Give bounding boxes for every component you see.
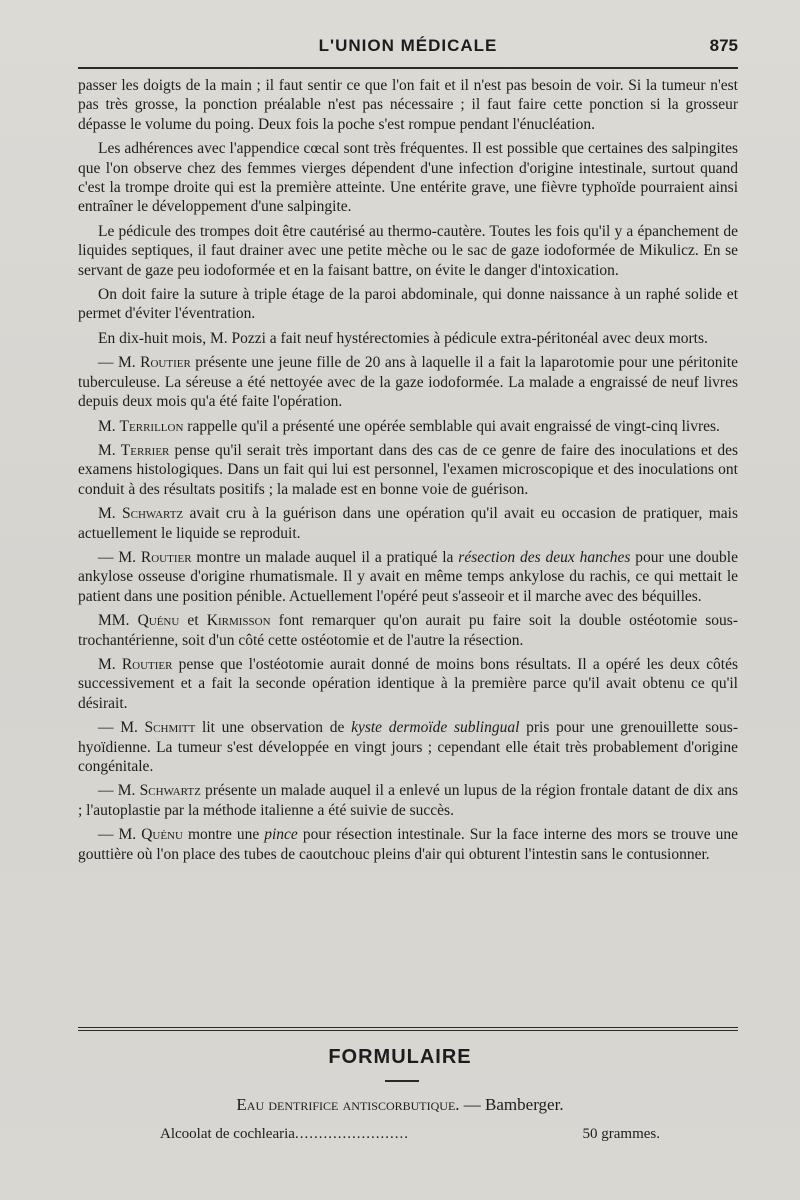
communication-paragraph: M. Schwartz avait cru à la guérison dans une opération qu'il avait eu occasion de pratiquer, mais actuellement le liquide se reproduit. (78, 505, 738, 542)
ingredient-quantity: 50 grammes. (582, 1126, 660, 1142)
communication-paragraph: M. Terrier pense qu'il serait très important dans des cas de ce genre de faire des inoculations et des examens histologiques. Dans un fait qui lui est personnel, l'examen microscopique et des inoculations ont conduit à des résultats positifs ; la malade est en bonne voie de guérison. (78, 441, 738, 498)
speaker-name: Schwartz (122, 505, 184, 523)
recipe-author: Bamberger. (485, 1095, 564, 1114)
speaker-name: Kirmisson (206, 612, 271, 630)
communication-paragraph: M. Routier pense que l'ostéotomie aurait donné de moins bons résultats. Il a opéré les deux côtés successivement et a fait la seconde opération identique à la première parce qu'il avait obtenu ce qu'il désirait. (78, 655, 738, 712)
italic-term: résection des deux hanches (458, 548, 631, 566)
speaker-name: Routier (121, 655, 173, 673)
leader-dots: ........................ (294, 1126, 409, 1142)
paragraph: On doit faire la suture à triple étage de la paroi abdominale, qui donne naissance à un raphé solide et permet d'éviter l'éventration. (78, 286, 738, 323)
paragraph: Les adhérences avec l'appendice cœcal sont très fréquentes. Il est possible que certaines des salpingites que l'on observe chez des femmes vierges dépendent d'une infection d'origine intestinale, surtout quand c'est la trompe droite qui est la première atteinte. Une entérite grave, une fièvre typhoïde pourraient ainsi entraîner le développement d'une salpingite. (78, 140, 738, 216)
speaker-name: Terrier (120, 441, 170, 459)
recipe-ingredient-line (160, 1126, 660, 1143)
communication-paragraph: M. Terrillon rappelle qu'il a présenté une opérée semblable qui avait engraissé de vingt-cinq livres. (98, 417, 720, 435)
speaker-name: Routier (140, 354, 191, 372)
paragraph: En dix-huit mois, M. Pozzi a fait neuf hystérectomies à pédicule extra-péritonéal avec deux morts. (98, 329, 708, 347)
journal-title: L'UNION MÉDICALE (318, 36, 498, 55)
italic-term: pince (264, 826, 298, 844)
heading-rule (385, 1080, 419, 1082)
running-head (78, 36, 738, 64)
communication-paragraph: — M. Schmitt lit une observation de kyste dermoïde sublingual pris pour une grenouillette sous-hyoïdienne. La tumeur s'est développée en vingt jours ; cependant elle était très probablement d'origine congénitale. (78, 719, 738, 775)
communication-paragraph: — M. Routier montre un malade auquel il a pratiqué la résection des deux hanches pour une double ankylose osseuse d'origine rhumatismale. Il y avait en même temps ankylose du rachis, ce qui mettait le patient dans une position pénible. Actuellement l'opéré peut s'asseoir et il marche avec des béquilles. (78, 548, 738, 605)
speaker-name: Terrillon (119, 417, 184, 435)
speaker-name: Quénu (141, 826, 183, 844)
speaker-name: Quénu (137, 612, 180, 630)
italic-term: kyste dermoïde sublingual (351, 719, 520, 737)
communication-paragraph: MM. Quénu et Kirmisson font remarquer qu'on aurait pu faire soit la double ostéotomie sous-trochantérienne, soit d'un côté cette ostéotomie et de l'autre la résection. (78, 612, 738, 649)
speaker-name: Routier (140, 548, 192, 566)
ingredient-name: Alcoolat de cochlearia (160, 1126, 295, 1142)
section-divider (78, 1027, 738, 1031)
paragraph: passer les doigts de la main ; il faut sentir ce que l'on fait et il n'est pas besoin de voir. Si la tumeur n'est pas très grosse, la ponction préalable n'est pas nécessaire ; il faut faire cette ponction si la grosseur dépasse le volume du poing. Deux fois la poche s'est rompue pendant l'énucléation. (78, 77, 738, 133)
formulaire-heading: FORMULAIRE (328, 1046, 472, 1068)
recipe-title: Eau dentrifice antiscorbutique. — Bamberger. (236, 1095, 564, 1114)
speaker-name: Schwartz (139, 782, 201, 800)
speaker-name: Schmitt (144, 719, 196, 737)
communication-paragraph: — M. Schwartz présente un malade auquel il a enlevé un lupus de la région frontale datant de dix ans ; l'autoplastie par la méthode italienne a été suivie de succès. (78, 782, 738, 819)
article-body (78, 76, 738, 869)
communication-paragraph: — M. Quénu montre une pince pour résection intestinale. Sur la face interne des mors se trouve une gouttière où l'on place des tubes de caoutchouc pleins d'air qui obturent l'intestin sans le contusionner. (78, 826, 738, 863)
header-rule (78, 67, 738, 69)
paragraph: Le pédicule des trompes doit être cautérisé au thermo-cautère. Toutes les fois qu'il y a épanchement de liquides septiques, il faut drainer avec une petite mèche ou le sac de gaze iodoformée de Mikulicz. En se servant de gaze peu iodoformée et en la faisant battre, on évite le danger d'intoxication. (78, 222, 738, 279)
communication-paragraph: — M. Routier présente une jeune fille de 20 ans à laquelle il a fait la laparotomie pour une péritonite tuberculeuse. La séreuse a été nettoyée avec de la gaze iodoformée. La malade a engraissé de neuf livres depuis deux mois qu'a été faite l'opération. (78, 354, 738, 411)
page-number: 875 (709, 36, 738, 55)
